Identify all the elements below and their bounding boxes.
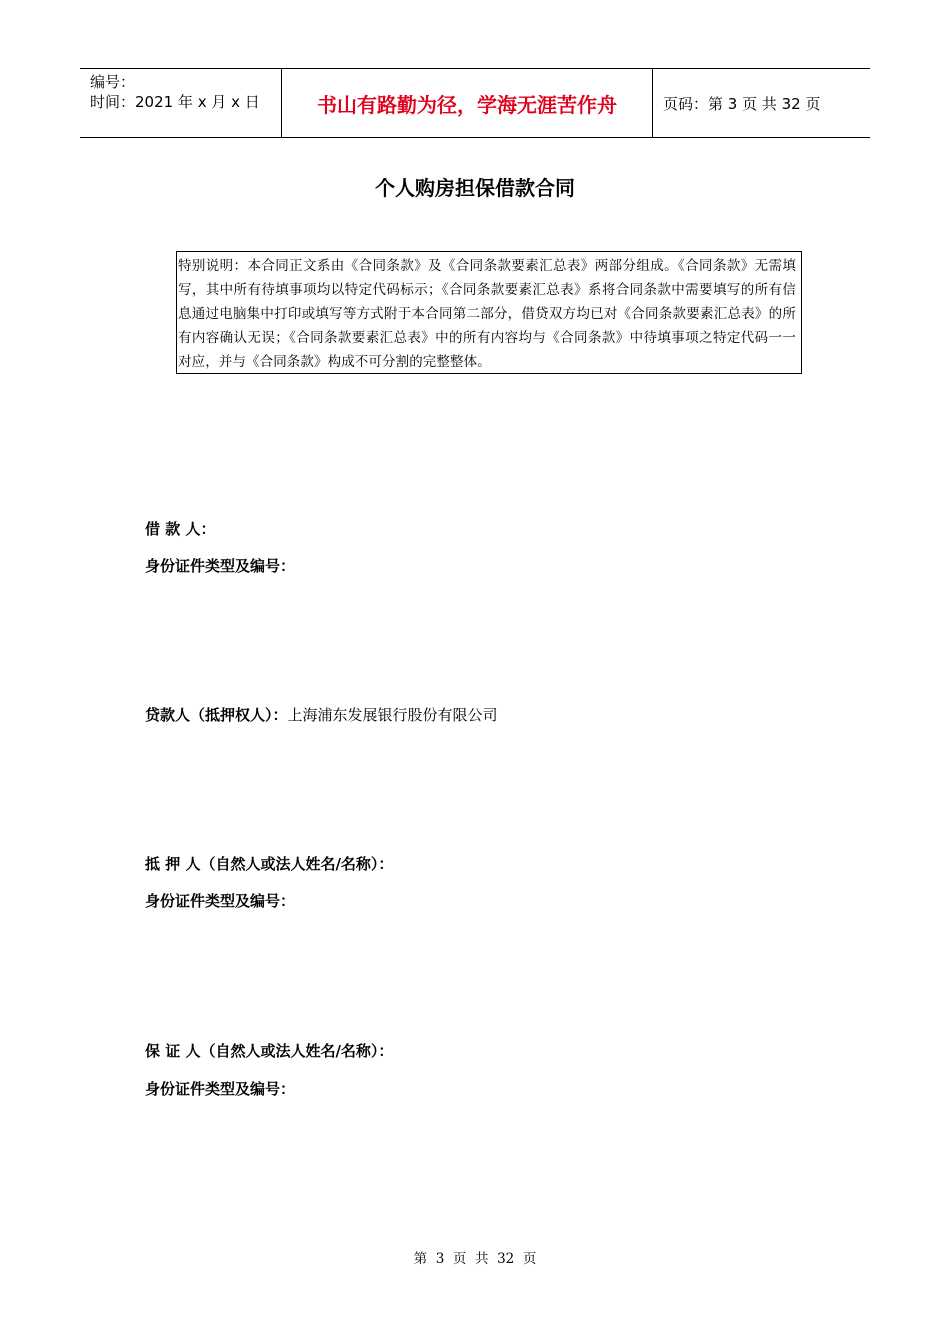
page-header: [80, 68, 870, 138]
motto-text: 书山有路勤为径，学海无涯苦作舟: [317, 93, 617, 117]
lender-line: [145, 704, 498, 725]
borrower-id-label: 身份证件类型及编号：: [145, 557, 296, 575]
header-motto-cell: [282, 69, 653, 137]
header-meta-cell: [80, 69, 282, 137]
mortgagor-label: 抵 押 人（自然人或法人姓名/名称）：: [145, 855, 394, 873]
special-notice-box: 特别说明：本合同正文系由《合同条款》及《合同条款要素汇总表》两部分组成。《合同条款》无需填写，其中所有待填事项均以特定代码标示；《合同条款要素汇总表》系将合同条款中需要填写的所有信息通过电脑集中打印或填写等方式附于本合同第二部分，借贷双方均已对《合同条款要素汇总表》的所有内容确认无误；《合同条款要素汇总表》中的所有内容均与《合同条款》中待填事项之特定代码一一对应，并与《合同条款》构成不可分割的完整整体。: [176, 251, 802, 374]
time-label: 时间：2021 年 x 月 x 日: [90, 93, 260, 111]
borrower-label: 借 款 人：: [145, 520, 216, 538]
document-title: 个人购房担保借款合同: [375, 176, 575, 200]
page-footer: 第 3 页 共 32 页: [413, 1251, 537, 1267]
page-info: 页码：第 3 页 共 32 页: [663, 95, 821, 113]
guarantor-label: 保 证 人（自然人或法人姓名/名称）：: [145, 1042, 394, 1060]
serial-label: 编号：: [90, 73, 136, 91]
lender-label: 贷款人（抵押权人）：: [145, 706, 288, 724]
guarantor-id-label: 身份证件类型及编号：: [145, 1080, 296, 1098]
header-page-cell: [653, 69, 870, 137]
lender-value: 上海浦东发展银行股份有限公司: [287, 706, 498, 724]
mortgagor-id-label: 身份证件类型及编号：: [145, 892, 296, 910]
